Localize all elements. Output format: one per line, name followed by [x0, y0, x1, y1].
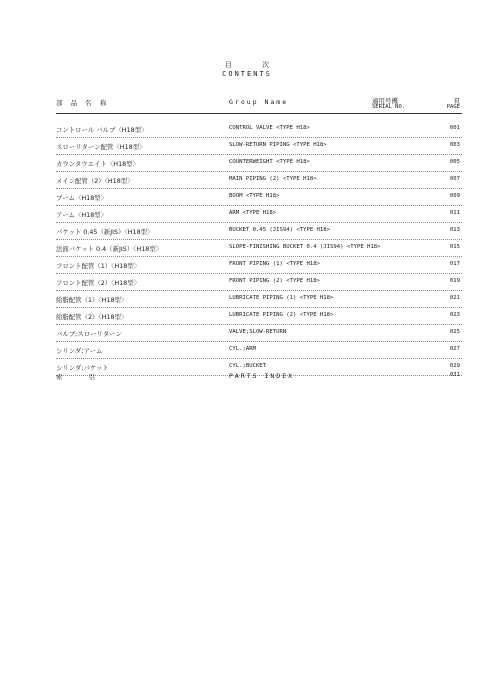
row-page-number: 013 — [449, 227, 460, 233]
row-group-name: LUBRICATE PIPING (2) <TYPE H18> — [229, 312, 334, 318]
row-page-number: 025 — [449, 329, 460, 335]
row-name-japanese: メイン配管（2）〈H18型〉 — [56, 177, 134, 185]
row-group-name: VALVE;SLOW-RETURN — [229, 329, 287, 335]
row-page-number: 009 — [449, 193, 460, 199]
header-serial-japanese: 適用号機 — [372, 97, 398, 105]
row-page-number: 017 — [449, 261, 460, 267]
row-page-number: 027 — [449, 346, 460, 352]
row-group-name: CONTROL VALVE <TYPE H18> — [229, 125, 310, 131]
row-group-name: CYL.;BUCKET — [229, 363, 267, 369]
contents-list — [56, 121, 462, 376]
title-japanese: 目 次 — [224, 61, 284, 69]
row-group-name: COUNTERWEIGHT <TYPE H18> — [229, 159, 310, 165]
row-page-number: 021 — [449, 295, 460, 301]
contents-row[interactable] — [56, 291, 462, 308]
row-name-japanese: スローリターン配管〈H18型〉 — [56, 143, 146, 151]
row-name-japanese: ブーム〈H18型〉 — [56, 194, 108, 202]
contents-row[interactable] — [56, 172, 462, 189]
row-name-japanese: シリンダ;バケット — [56, 364, 109, 372]
row-page-number: 011 — [449, 210, 460, 216]
row-name-japanese: バルブ;スローリターン — [56, 330, 122, 338]
row-page-number: 001 — [449, 125, 460, 131]
row-page-number: 029 — [449, 363, 460, 369]
row-group-name: CYL.;ARM — [229, 346, 256, 352]
row-page-number: 019 — [449, 278, 460, 284]
contents-row[interactable] — [56, 325, 462, 342]
row-name-japanese: フロント配管（1）〈H18型〉 — [56, 262, 141, 270]
row-name-japanese: バケット 0.45（新JIS）〈H18型〉 — [56, 228, 154, 236]
title-english: CONTENTS — [222, 70, 272, 78]
index-label-english: PARTS INDEX — [229, 372, 295, 380]
row-group-name: LUBRICATE PIPING (1) <TYPE H18> — [229, 295, 334, 301]
row-group-name: BUCKET 0.45 (JIS94) <TYPE H18> — [229, 227, 331, 233]
row-group-name: BOOM <TYPE H18> — [229, 193, 280, 199]
row-page-number: 003 — [449, 142, 460, 148]
row-page-number: 023 — [449, 312, 460, 318]
row-group-name: MAIN PIPING (2) <TYPE H18> — [229, 176, 317, 182]
contents-row[interactable] — [56, 138, 462, 155]
row-group-name: ARM <TYPE H18> — [229, 210, 277, 216]
row-name-japanese: 給脂配管（2）〈H18型〉 — [56, 313, 128, 321]
contents-row[interactable] — [56, 155, 462, 172]
row-name-japanese: 法面バケット 0.4（新JIS）〈H18型〉 — [56, 245, 163, 253]
row-group-name: SLOW-RETURN PIPING <TYPE H18> — [229, 142, 327, 148]
contents-row[interactable] — [56, 189, 462, 206]
row-page-number: 005 — [449, 159, 460, 165]
row-name-japanese: カウンタウエイト〈H18型〉 — [56, 160, 139, 168]
row-page-number: 015 — [449, 244, 460, 250]
header-group-name: Group Name — [229, 98, 289, 106]
parts-index-row[interactable] — [56, 372, 462, 384]
row-name-japanese: コントロール バルブ〈H18型〉 — [56, 126, 148, 134]
row-group-name: FRONT PIPING (1) <TYPE H18> — [229, 261, 320, 267]
row-group-name: SLOPE-FINISHING BUCKET 0.4 (JIS94) <TYPE H18> — [229, 244, 381, 250]
contents-row[interactable] — [56, 206, 462, 223]
contents-row[interactable] — [56, 240, 462, 257]
index-page-number: 031 — [449, 372, 460, 378]
row-name-japanese: アーム〈H18型〉 — [56, 211, 108, 219]
row-name-japanese: シリンダ;アーム — [56, 347, 103, 355]
row-name-japanese: フロント配管（2）〈H18型〉 — [56, 279, 141, 287]
contents-row[interactable] — [56, 342, 462, 359]
header-serial-english: SERIAL NO. — [372, 104, 406, 110]
contents-row[interactable] — [56, 308, 462, 325]
contents-row[interactable] — [56, 257, 462, 274]
row-group-name: FRONT PIPING (2) <TYPE H18> — [229, 278, 320, 284]
contents-row[interactable] — [56, 274, 462, 291]
header-page-english: PAGE — [446, 104, 460, 110]
index-label-japanese: 索 引 — [56, 373, 108, 381]
header-divider — [56, 113, 462, 114]
row-page-number: 007 — [449, 176, 460, 182]
contents-row[interactable] — [56, 121, 462, 138]
contents-row[interactable] — [56, 223, 462, 240]
row-name-japanese: 給脂配管（1）〈H18型〉 — [56, 296, 128, 304]
header-page-japanese: 頁 — [453, 97, 460, 105]
header-part-name: 部 品 名 称 — [56, 99, 110, 107]
